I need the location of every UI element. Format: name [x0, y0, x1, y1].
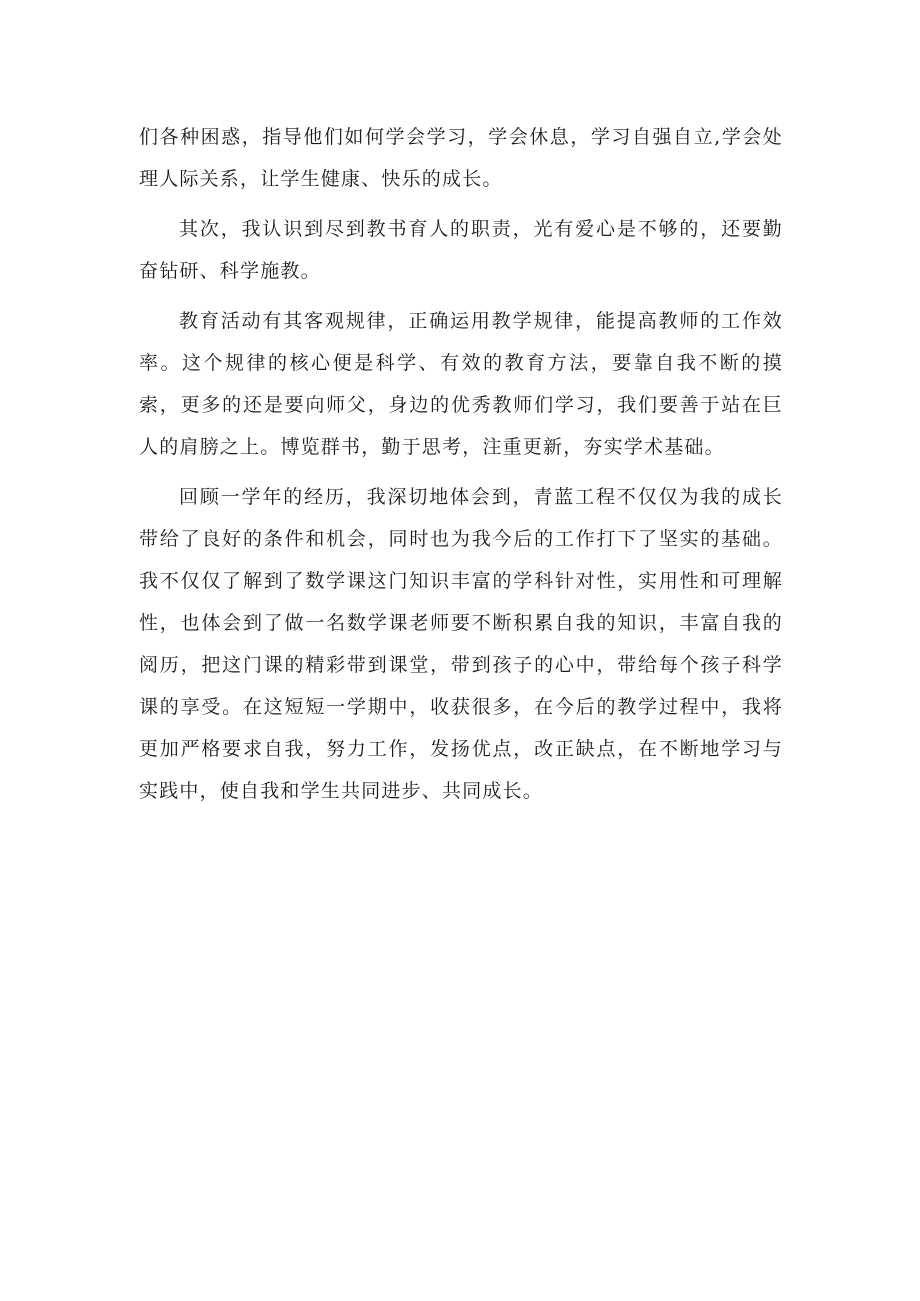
paragraph-4: 回顾一学年的经历，我深切地体会到，青蓝工程不仅仅为我的成长带给了良好的条件和机会，同时也为我今后的工作打下了坚实的基础。我不仅仅了解到了数学课这门知识丰富的学科针对性，实用性和可理解性，也体会到了做一名数学课老师要不断积累自我的知识，丰富自我的阅历，把这门课的精彩带到课堂，带到孩子的心中，带给每个孩子科学课的享受。在这短短一学期中，收获很多，在今后的教学过程中，我将更加严格要求自我，努力工作，发扬优点，改正缺点，在不断地学习与实践中，使自我和学生共同进步、共同成长。: [139, 486, 783, 802]
paragraph-2: 其次，我认识到尽到教书育人的职责，光有爱心是不够的，还要勤奋钻研、科学施教。: [139, 218, 783, 282]
paragraph-3: 教育活动有其客观规律，正确运用教学规律，能提高教师的工作效率。这个规律的核心便是科学、有效的教育方法，要靠自我不断的摸索，更多的还是要向师父，身边的优秀教师们学习，我们要善于站在巨人的肩膀之上。博览群书，勤于思考，注重更新，夯实学术基础。: [139, 310, 783, 458]
document-body: [139, 116, 783, 820]
paragraph-1: 们各种困惑，指导他们如何学会学习，学会休息，学习自强自立,学会处理人际关系，让学生健康、快乐的成长。: [139, 126, 783, 190]
